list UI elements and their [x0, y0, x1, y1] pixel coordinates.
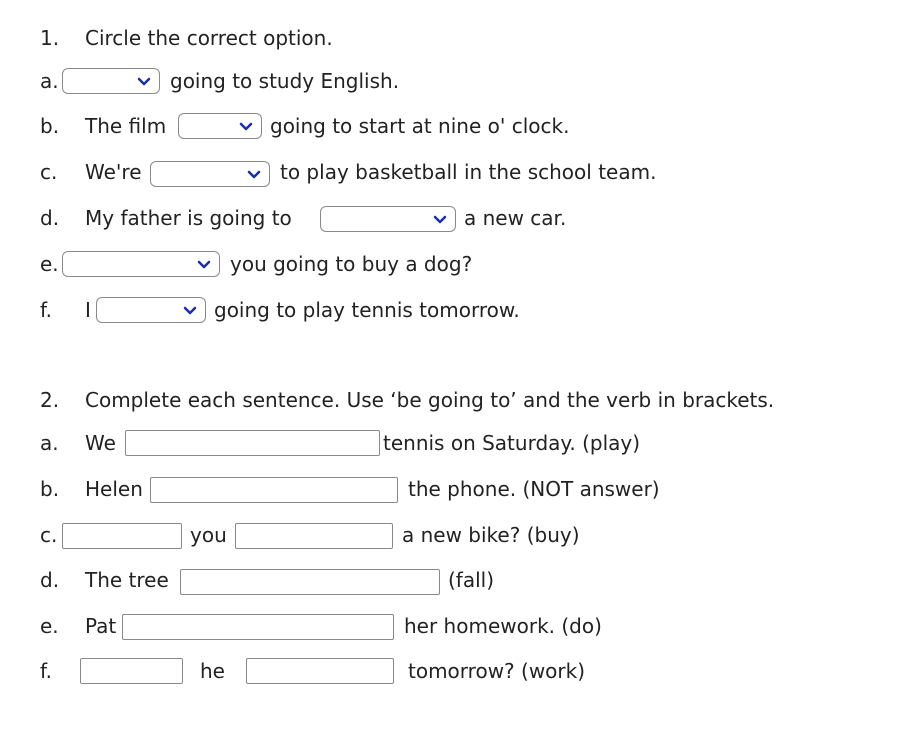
item-label: b.	[40, 477, 60, 501]
chevron-down-icon	[181, 301, 199, 319]
answer-input-f1[interactable]	[80, 658, 183, 684]
item-label: c.	[40, 160, 58, 184]
answer-dropdown-b[interactable]	[178, 113, 262, 139]
item-label: f.	[40, 659, 52, 683]
item-label: a.	[40, 69, 59, 93]
chevron-down-icon	[431, 210, 449, 228]
sentence-after: going to start at nine o' clock.	[270, 114, 570, 138]
section2-title: Complete each sentence. Use ‘be going to’ and the verb in brackets.	[85, 388, 775, 412]
chevron-down-icon	[237, 117, 255, 135]
sentence-after: a new car.	[464, 206, 567, 230]
sentence-before: The film	[85, 114, 167, 138]
answer-input-e[interactable]	[122, 614, 394, 640]
answer-input-b[interactable]	[150, 477, 398, 503]
answer-input-c1[interactable]	[62, 523, 182, 549]
sentence-after: tennis on Saturday. (play)	[383, 431, 641, 455]
chevron-down-icon	[245, 165, 263, 183]
sentence-middle: you	[190, 523, 227, 547]
sentence-after: (fall)	[448, 568, 495, 592]
sentence-after: tomorrow? (work)	[408, 659, 586, 683]
item-label: a.	[40, 431, 59, 455]
item-label: e.	[40, 614, 59, 638]
section1-title: Circle the correct option.	[85, 26, 333, 50]
item-label: d.	[40, 206, 60, 230]
sentence-after: going to study English.	[170, 69, 400, 93]
sentence-after: to play basketball in the school team.	[280, 160, 657, 184]
sentence-after: going to play tennis tomorrow.	[214, 298, 520, 322]
sentence-before: We	[85, 431, 116, 455]
sentence-before: Pat	[85, 614, 117, 638]
sentence-before: Helen	[85, 477, 143, 501]
answer-input-d[interactable]	[180, 569, 440, 595]
answer-input-c2[interactable]	[235, 523, 393, 549]
chevron-down-icon	[135, 72, 153, 90]
answer-dropdown-f[interactable]	[96, 297, 206, 323]
sentence-after: her homework. (do)	[404, 614, 602, 638]
sentence-before: My father is going to	[85, 206, 292, 230]
section2-number: 2.	[40, 388, 60, 412]
sentence-after: a new bike? (buy)	[402, 523, 580, 547]
item-label: c.	[40, 523, 58, 547]
chevron-down-icon	[195, 255, 213, 273]
answer-dropdown-a[interactable]	[62, 68, 160, 94]
item-label: b.	[40, 114, 60, 138]
sentence-middle: he	[200, 659, 225, 683]
sentence-after: you going to buy a dog?	[230, 252, 473, 276]
sentence-before: We're	[85, 160, 142, 184]
answer-input-a[interactable]	[125, 430, 380, 456]
answer-dropdown-c[interactable]	[150, 161, 270, 187]
sentence-before: The tree	[85, 568, 169, 592]
item-label: e.	[40, 252, 59, 276]
item-label: d.	[40, 568, 60, 592]
answer-input-f2[interactable]	[246, 658, 394, 684]
answer-dropdown-d[interactable]	[320, 206, 456, 232]
item-label: f.	[40, 298, 52, 322]
section1-number: 1.	[40, 26, 60, 50]
sentence-after: the phone. (NOT answer)	[408, 477, 660, 501]
sentence-before: I	[85, 298, 91, 322]
answer-dropdown-e[interactable]	[62, 251, 220, 277]
